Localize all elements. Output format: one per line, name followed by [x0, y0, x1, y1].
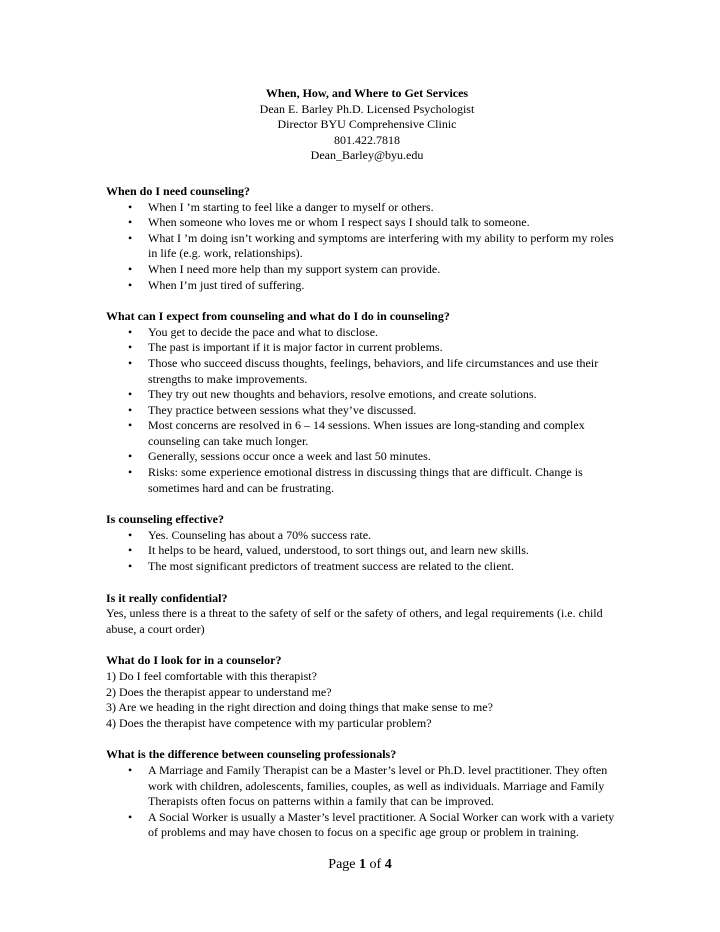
list-item-text: When I’m just tired of suffering.	[148, 277, 305, 292]
list-item-text: Those who succeed discuss thoughts, feelings, behaviors, and life circumstances and use their strengths to make improvements.	[148, 355, 599, 386]
page-word: Page	[328, 857, 356, 872]
bullet-icon: •	[128, 355, 133, 370]
document-header	[106, 86, 620, 164]
section-heading: What do I look for in a counselor?	[106, 653, 282, 668]
list-item	[106, 325, 620, 341]
list-item	[106, 387, 620, 403]
bullet-icon: •	[128, 465, 133, 480]
bullet-icon: •	[128, 199, 133, 214]
section-effectiveness	[106, 512, 620, 574]
bullet-icon: •	[128, 340, 133, 355]
bullet-icon: •	[128, 559, 133, 574]
list-item	[106, 449, 620, 465]
list-item	[106, 543, 620, 559]
bullet-icon: •	[128, 527, 133, 542]
section-need-counseling	[106, 184, 620, 293]
bullet-icon: •	[128, 387, 133, 402]
list-item-text: The most significant predictors of treatment success are related to the client.	[148, 559, 514, 574]
list-item-text: Generally, sessions occur once a week and last 50 minutes.	[148, 449, 431, 464]
list-item-text: Most concerns are resolved in 6 – 14 sessions. When issues are long-standing and complex counseling can take much longer.	[148, 418, 585, 448]
list-item	[106, 262, 620, 278]
bullet-list	[106, 325, 620, 497]
list-item	[106, 200, 620, 216]
bullet-icon: •	[128, 449, 133, 464]
list-item	[106, 465, 620, 496]
list-item-text: The past is important if it is major factor in current problems.	[148, 340, 443, 355]
list-item	[106, 403, 620, 419]
list-item	[106, 528, 620, 544]
list-item-text: When I ’m starting to feel like a danger to myself or others.	[148, 199, 434, 214]
list-item	[106, 763, 620, 810]
list-item-text: What I ’m doing isn’t working and symptoms are interfering with my ability to perform my roles in life (e.g. work, relationships).	[148, 230, 614, 261]
list-item	[106, 356, 620, 387]
bullet-icon: •	[128, 809, 133, 824]
bullet-icon: •	[128, 215, 133, 230]
list-item-text: When I need more help than my support system can provide.	[148, 261, 441, 276]
list-item	[106, 215, 620, 231]
bullet-icon: •	[128, 261, 133, 276]
list-item-text: A Social Worker is usually a Master’s level practitioner. A Social Worker can work with a variety of problems and may have chosen to focus on a specific age group or problem in training.	[148, 809, 615, 840]
bullet-icon: •	[128, 543, 133, 558]
list-item-text: When someone who loves me or whom I respect says I should talk to someone.	[148, 215, 530, 230]
numbered-item: 2) Does the therapist appear to understand me?	[106, 684, 332, 699]
section-professionals	[106, 747, 620, 841]
bullet-icon: •	[128, 230, 133, 245]
bullet-list	[106, 763, 620, 841]
list-item-text: They practice between sessions what they’ve discussed.	[148, 402, 417, 417]
bullet-icon: •	[128, 762, 133, 777]
of-word: of	[369, 857, 382, 872]
bullet-icon: •	[128, 277, 133, 292]
bullet-icon: •	[128, 418, 133, 433]
position-line: Director BYU Comprehensive Clinic	[277, 117, 457, 132]
current-page-number: 1	[359, 857, 367, 872]
section-heading: Is it really confidential?	[106, 590, 228, 605]
section-confidentiality	[106, 591, 620, 638]
section-heading: What is the difference between counseling professionals?	[106, 747, 397, 762]
section-what-to-expect	[106, 309, 620, 496]
email-line: Dean_Barley@byu.edu	[310, 148, 424, 163]
list-item	[106, 340, 620, 356]
page-footer	[0, 857, 720, 873]
list-item	[106, 559, 620, 575]
list-item-text: They try out new thoughts and behaviors, resolve emotions, and create solutions.	[148, 387, 537, 402]
bullet-list	[106, 200, 620, 294]
list-item	[106, 418, 620, 449]
bullet-list	[106, 528, 620, 575]
list-item	[106, 810, 620, 841]
section-heading: What can I expect from counseling and what do I do in counseling?	[106, 309, 450, 324]
list-item-text: It helps to be heard, valued, understood, to sort things out, and learn new skills.	[148, 543, 529, 558]
list-item-text: Yes. Counseling has about a 70% success rate.	[148, 527, 372, 542]
list-item	[106, 231, 620, 262]
section-heading: Is counseling effective?	[106, 512, 224, 527]
list-item-text: You get to decide the pace and what to disclose.	[148, 324, 379, 339]
bullet-icon: •	[128, 402, 133, 417]
section-heading: When do I need counseling?	[106, 183, 251, 198]
author-line: Dean E. Barley Ph.D. Licensed Psychologist	[259, 101, 475, 116]
list-item	[106, 278, 620, 294]
list-item-text: A Marriage and Family Therapist can be a Master’s level or Ph.D. level practitioner. They often work with children, adolescents, families, couples, as well as individuals. Marriage and Family Therapists often focus on patterns within a family that can be improved.	[148, 762, 608, 809]
list-item-text: Risks: some experience emotional distress in discussing things that are difficult. Change is sometimes hard and can be frustrating.	[148, 465, 583, 495]
paragraph: Yes, unless there is a threat to the safety of self or the safety of others, and legal requirements (i.e. child abuse, a court order)	[106, 606, 603, 636]
bullet-icon: •	[128, 324, 133, 339]
numbered-item: 1) Do I feel comfortable with this therapist?	[106, 669, 317, 683]
numbered-item: 4) Does the therapist have competence with my particular problem?	[106, 715, 432, 730]
section-choosing-counselor	[106, 653, 620, 731]
numbered-item: 3) Are we heading in the right direction and doing things that make sense to me?	[106, 700, 493, 715]
document-title: When, How, and Where to Get Services	[265, 86, 469, 100]
total-pages-number: 4	[384, 857, 392, 872]
phone-line: 801.422.7818	[334, 132, 400, 147]
